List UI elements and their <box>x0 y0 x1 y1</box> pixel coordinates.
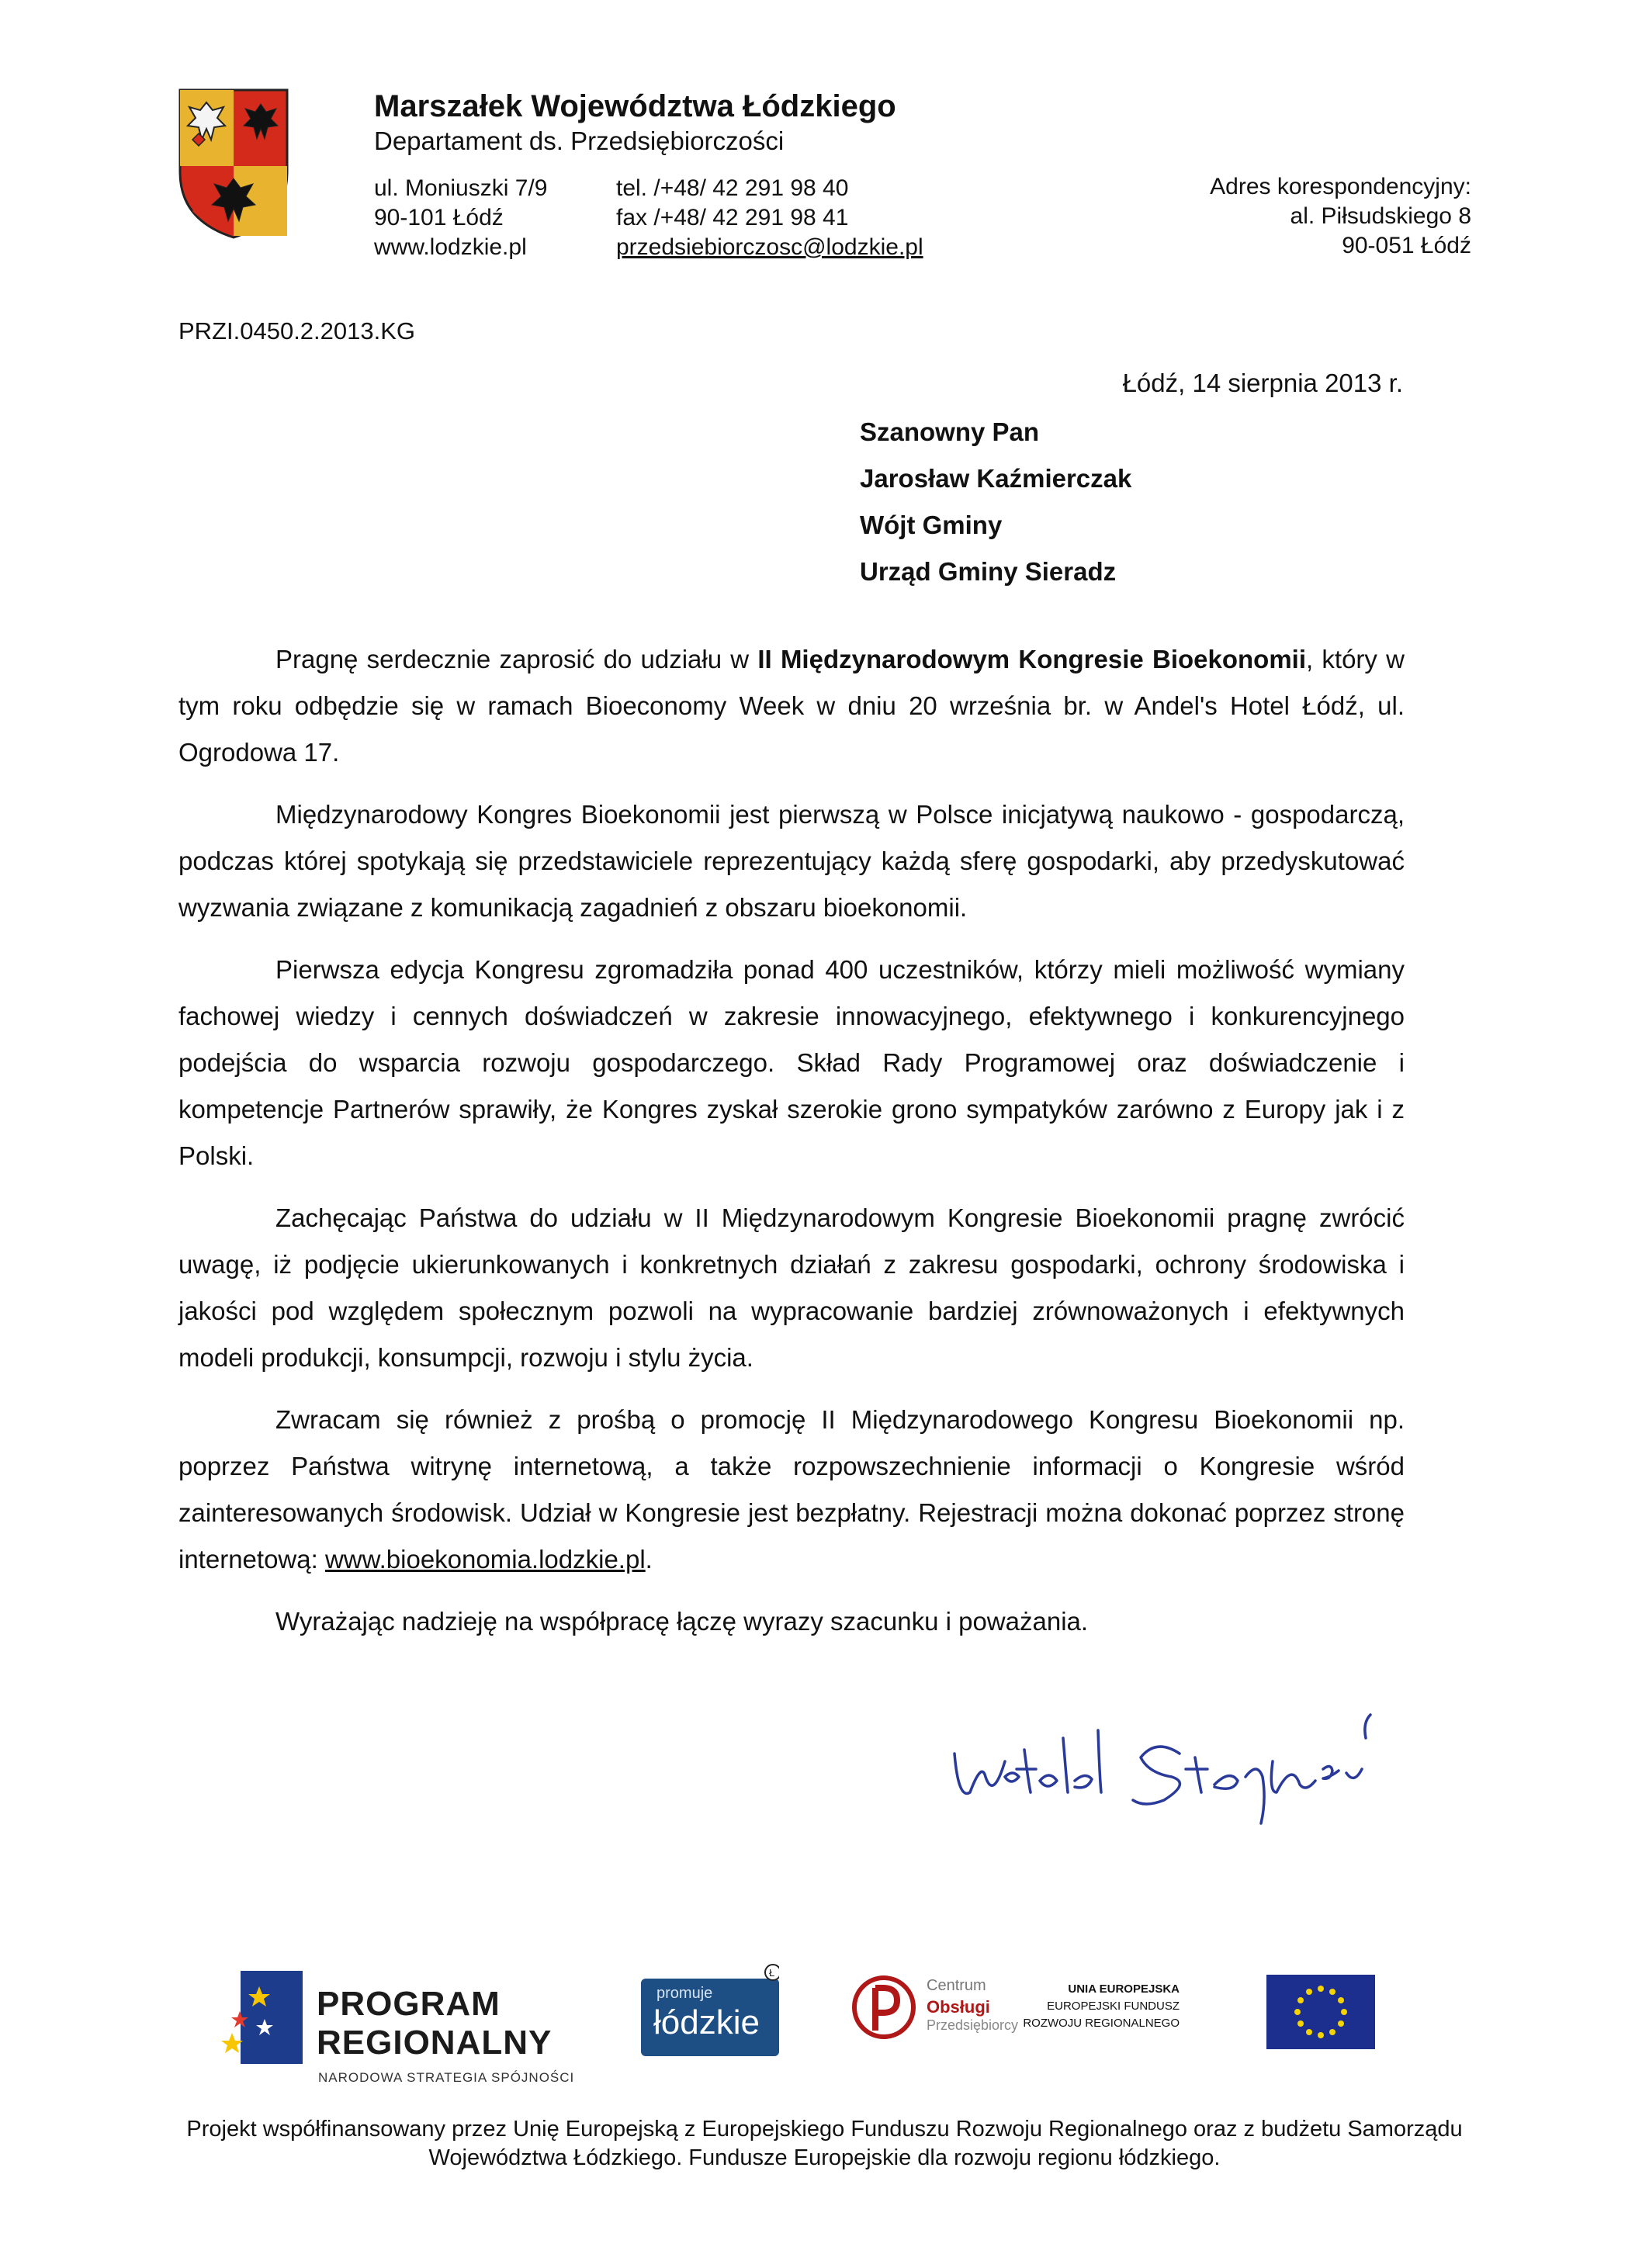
eu-flag-icon <box>1266 1975 1375 2049</box>
paragraph-encouragement: Zachęcając Państwa do udziału w II Międzynarodowym Kongresie Bioekonomii pragnę zwrócić uwagę, iż podjęcie ukierunkowanych i konkretnych działań z zakresu gospodarki, ochrony środowiska i jakości pod względem społecznym pozwoli na wypracowanie bardziej zrównoważonych i efektywnych modeli produkcji, konsumpcji, rozwoju i stylu życia. <box>178 1203 1405 1372</box>
addressee-name: Jarosław Kaźmierczak <box>860 464 1132 493</box>
paragraph-promotion-end: . <box>645 1545 653 1574</box>
promuje-label: promuje <box>656 1985 713 2002</box>
correspondence-address <box>1210 172 1471 261</box>
eu-logo <box>1023 1975 1374 2052</box>
paragraph-congress-intro: Międzynarodowy Kongres Bioekonomii jest pierwszą w Polsce inicjatywą naukowo - gospodarczą, podczas której spotykają się przedstawiciele reprezentujący każdą sferę gospodarki, aby przedyskutować wyzwania związane z komunikacją zagadnień z obszaru bioekonomii. <box>178 800 1405 922</box>
program-regionalny-icon <box>217 1963 310 2072</box>
svg-text:Ł: Ł <box>769 1967 775 1979</box>
correspondence-street: al. Piłsudskiego 8 <box>1290 203 1471 229</box>
website-link[interactable]: www.lodzkie.pl <box>374 234 527 260</box>
przedsiebiorcy-label: Przedsiębiorcy <box>927 2017 1019 2033</box>
registration-link[interactable]: www.bioekonomia.lodzkie.pl <box>324 1545 646 1574</box>
correspondence-city: 90-051 Łódź <box>1342 233 1471 258</box>
promuje-lodzkie-logo <box>641 1963 779 2056</box>
office-address <box>374 174 547 262</box>
paragraph-promotion <box>178 1397 1405 1583</box>
department-name: Departament ds. Przedsiębiorczości <box>374 126 785 155</box>
contact-info <box>616 174 923 262</box>
paragraph-first-edition: Pierwsza edycja Kongresu zgromadziła ponad 400 uczestników, którzy mieli możliwość wymiany fachowej wiedzy i cennych doświadczeń w zakresie innowacyjnego, efektywnego i konkurencyjnego podejścia do wsparcia rozwoju gospodarczego. Skład Rady Programowej oraz doświadczenie i kompetencje Partnerów sprawiły, że Kongres zyskał szerokie grono sympatyków zarówno z Europy jak i z Polski. <box>178 955 1405 1170</box>
footer-note <box>78 2115 1571 2173</box>
handwritten-signature <box>939 1707 1405 1831</box>
city-address: 90-101 Łódź <box>374 205 504 230</box>
eu-title: UNIA EUROPEJSKA <box>1068 1982 1180 1996</box>
lodzkie-label: łódzkie <box>653 2003 760 2041</box>
organization-name: Marszałek Województwa Łódzkiego <box>374 89 896 123</box>
program-subtitle: NARODOWA STRATEGIA SPÓJNOŚCI <box>318 2070 575 2085</box>
paragraph-invitation <box>178 636 1405 776</box>
addressee-title: Wójt Gminy <box>860 511 1003 539</box>
eu-regional-label: ROZWOJU REGIONALNEGO <box>1023 2017 1180 2030</box>
fax-number: fax /+48/ 42 291 98 41 <box>616 205 849 230</box>
program-title: PROGRAM <box>317 1985 501 2023</box>
email-link[interactable]: przedsiebiorczosc@lodzkie.pl <box>616 234 923 260</box>
closing-line: Wyrażając nadzieję na współpracę łączę wyrazy szacunku i poważania. <box>275 1607 1089 1636</box>
eu-fund-label: EUROPEJSKI FUNDUSZ <box>1047 2000 1180 2013</box>
coat-of-arms-icon <box>177 87 290 241</box>
footer-line-2: Województwa Łódzkiego. Fundusze Europejskie dla rozwoju regionu łódzkiego. <box>428 2145 1221 2170</box>
reference-number: PRZI.0450.2.2013.KG <box>178 317 416 345</box>
paragraph-invitation-end: , który w tym roku odbędzie się w ramach Bioeconomy Week w dniu 20 września br. w Andel's Hotel Łódź, ul. Ogrodowa 17. <box>178 645 1405 767</box>
addressee-office: Urząd Gminy Sieradz <box>860 557 1117 586</box>
paragraph-promotion-text: Zwracam się również z prośbą o promocję II Międzynarodowego Kongresu Bioekonomii np. poprzez Państwa witrynę internetową, a także rozpowszechnienie informacji o Kongresie wśród zainteresowanych środowisk. Udział w Kongresie jest bezpłatny. Rejestracji można dokonać poprzez stronę internetową: <box>178 1405 1405 1574</box>
street-address: ul. Moniuszki 7/9 <box>374 175 548 201</box>
paragraph-invitation-start: Pragnę serdecznie zaprosić do udziału w <box>275 645 758 673</box>
footer-line-1: Projekt współfinansowany przez Unię Europejską z Europejskiego Funduszu Rozwoju Regionalnego oraz z budżetu Samorządu <box>186 2117 1463 2142</box>
addressee-block <box>860 409 1131 595</box>
phone-number: tel. /+48/ 42 291 98 40 <box>616 175 849 201</box>
centrum-obslugi-icon <box>849 1972 919 2042</box>
obslugi-label: Obsługi <box>927 1997 990 2017</box>
letter-body <box>178 636 1405 1660</box>
addressee-salutation: Szanowny Pan <box>860 417 1040 446</box>
congress-name: II Międzynarodowym Kongresie Bioekonomii <box>757 645 1307 673</box>
correspondence-label: Adres korespondencyjny: <box>1210 174 1471 199</box>
centrum-label: Centrum <box>927 1977 986 1994</box>
place-date: Łódź, 14 sierpnia 2013 r. <box>1122 369 1403 397</box>
regionalny-title: REGIONALNY <box>317 2024 553 2062</box>
